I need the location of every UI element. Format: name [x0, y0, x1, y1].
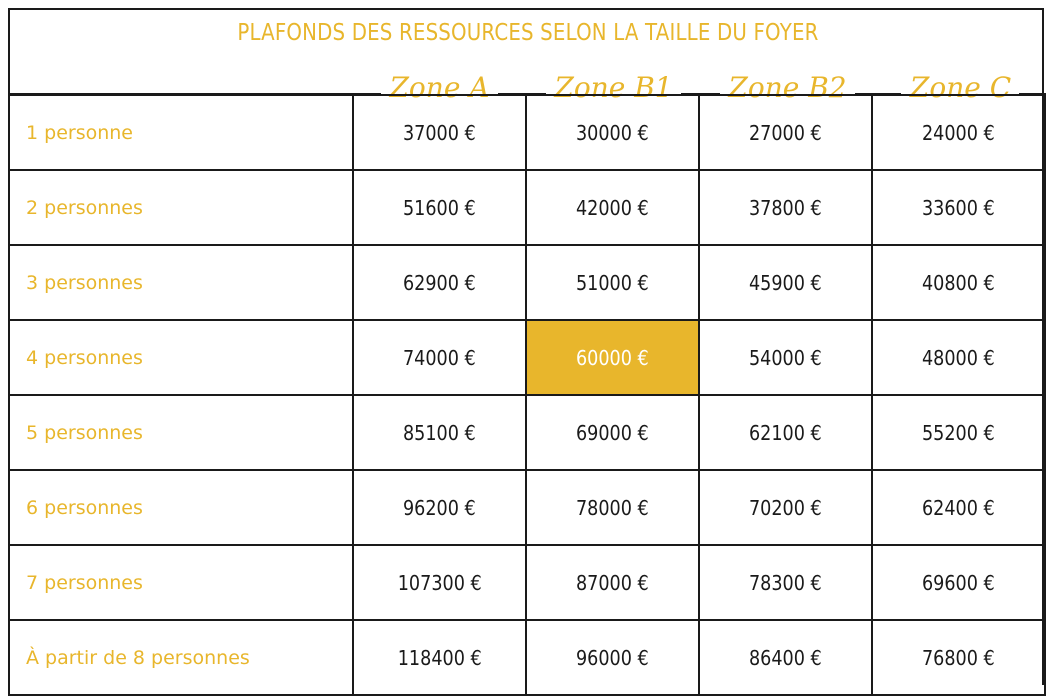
row-label: 6 personnes	[9, 470, 353, 545]
table-row	[9, 170, 1045, 245]
zone-header-label: Zone B2	[720, 71, 854, 104]
cell-zone-c	[872, 245, 1045, 320]
cell-zone-b2	[699, 470, 872, 545]
cell-zone-b2	[699, 170, 872, 245]
cell-value: 62900 €	[403, 270, 476, 295]
row-label: 7 personnes	[9, 545, 353, 620]
row-label: 3 personnes	[9, 245, 353, 320]
table-title: PLAFONDS DES RESSOURCES SELON LA TAILLE DU FOYER	[237, 20, 819, 46]
table-row	[9, 95, 1045, 170]
cell-value: 33600 €	[922, 195, 995, 220]
cell-zone-c	[872, 470, 1045, 545]
cell-value: 40800 €	[922, 270, 995, 295]
cell-value: 78300 €	[749, 570, 822, 595]
cell-zone-b2	[699, 395, 872, 470]
table-row	[9, 395, 1045, 470]
cell-value: 86400 €	[749, 645, 822, 670]
cell-zone-c	[872, 95, 1045, 170]
row-label: 4 personnes	[9, 320, 353, 395]
cell-zone-a	[353, 320, 526, 395]
cell-zone-b2	[699, 320, 872, 395]
cell-zone-b1	[526, 170, 699, 245]
cell-value: 69000 €	[576, 420, 649, 445]
cell-value: 55200 €	[922, 420, 995, 445]
cell-zone-c	[872, 620, 1045, 695]
row-label: 5 personnes	[9, 395, 353, 470]
cell-zone-a	[353, 620, 526, 695]
table-row	[9, 620, 1045, 695]
cell-value: 48000 €	[922, 345, 995, 370]
cell-zone-c	[872, 170, 1045, 245]
cell-value: 96000 €	[576, 645, 649, 670]
cell-value: 24000 €	[922, 120, 995, 145]
cell-zone-b2	[699, 245, 872, 320]
cell-value: 51600 €	[403, 195, 476, 220]
cell-zone-b1	[526, 545, 699, 620]
cell-zone-c	[872, 545, 1045, 620]
cell-value: 30000 €	[576, 120, 649, 145]
cell-zone-a	[353, 545, 526, 620]
cell-zone-a	[353, 395, 526, 470]
table-row	[9, 245, 1045, 320]
cell-value: 62400 €	[922, 495, 995, 520]
cell-zone-c	[872, 395, 1045, 470]
cell-zone-a	[353, 245, 526, 320]
cell-zone-a	[353, 170, 526, 245]
zone-header-label: Zone C	[902, 71, 1019, 104]
cell-value: 51000 €	[576, 270, 649, 295]
cell-value: 118400 €	[397, 645, 482, 670]
cell-zone-b1-highlighted	[526, 320, 699, 395]
cell-zone-b2	[699, 620, 872, 695]
cell-zone-b1	[526, 470, 699, 545]
row-label: 1 personne	[9, 95, 353, 170]
cell-value: 70200 €	[749, 495, 822, 520]
cell-value: 74000 €	[403, 345, 476, 370]
cell-value: 37800 €	[749, 195, 822, 220]
table-row	[9, 320, 1045, 395]
cell-value: 96200 €	[403, 495, 476, 520]
cell-value: 87000 €	[576, 570, 649, 595]
cell-zone-b2	[699, 95, 872, 170]
cell-value: 60000 €	[576, 345, 649, 370]
zone-header-label: Zone B1	[546, 71, 680, 104]
cell-value: 27000 €	[749, 120, 822, 145]
cell-zone-a	[353, 470, 526, 545]
cell-zone-b1	[526, 95, 699, 170]
cell-value: 78000 €	[576, 495, 649, 520]
cell-value: 76800 €	[922, 645, 995, 670]
table-row	[9, 470, 1045, 545]
cell-value: 107300 €	[397, 570, 482, 595]
cell-value: 69600 €	[922, 570, 995, 595]
cell-value: 54000 €	[749, 345, 822, 370]
zone-header-label: Zone A	[381, 71, 497, 104]
row-label: 2 personnes	[9, 170, 353, 245]
cell-zone-b1	[526, 620, 699, 695]
cell-value: 85100 €	[403, 420, 476, 445]
cell-zone-b1	[526, 245, 699, 320]
cell-zone-b1	[526, 395, 699, 470]
cell-value: 42000 €	[576, 195, 649, 220]
cell-value: 45900 €	[749, 270, 822, 295]
cell-value: 62100 €	[749, 420, 822, 445]
cell-zone-a	[353, 95, 526, 170]
cell-value: 37000 €	[403, 120, 476, 145]
table-row	[9, 545, 1045, 620]
cell-zone-b2	[699, 545, 872, 620]
cell-zone-c	[872, 320, 1045, 395]
income-ceiling-table	[8, 94, 1046, 696]
row-label: À partir de 8 personnes	[9, 620, 353, 695]
